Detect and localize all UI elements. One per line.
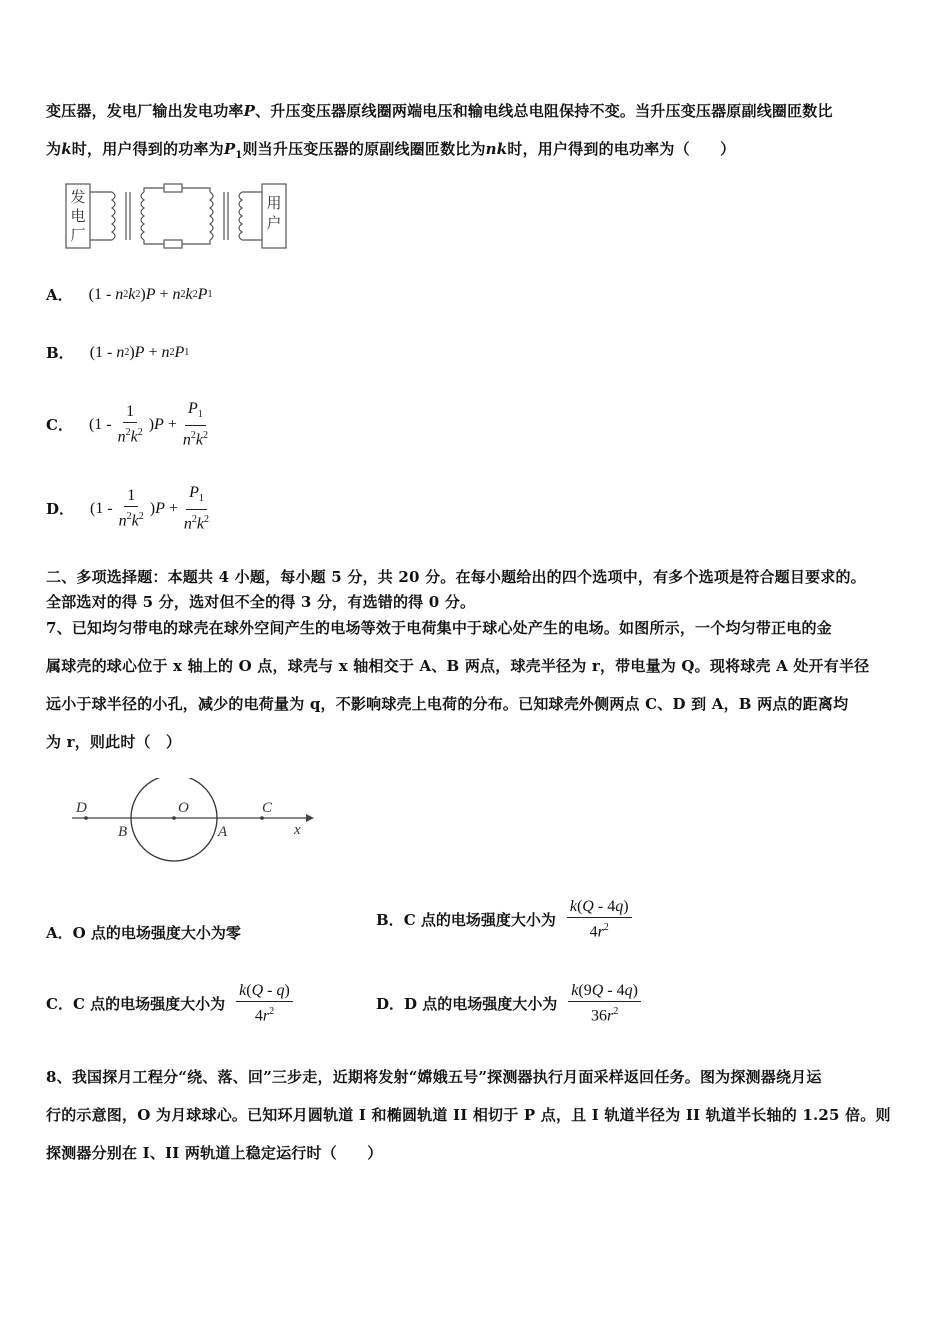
step-down-primary-coil (210, 192, 213, 240)
q8-line-2: 行的示意图，O 为月球球心。已知环月圆轨道 I 和椭圆轨道 II 相切于 P 点，且 I 轨道半径为 II 轨道半长轴的 1.25 倍。则 (46, 1106, 891, 1124)
q6-option-b-expression: (1 - n 2 ) P + n 2 P 1 (89, 343, 190, 361)
label-x: x (294, 822, 301, 838)
power-plant-label-2: 电 (70, 209, 86, 225)
q7-option-b-text: C 点的电场强度大小为 (403, 911, 556, 930)
line-resistor-top (164, 184, 182, 192)
q6-option-a-expression: (1 - n 2 k 2 ) P + n 2 k 2 P 1 (88, 285, 213, 303)
q6-line-2: 为k时，用户得到的功率为$P_1$则当升压变压器的原副线圈匝数比为nk时，用户得到的电功率为（ ） (46, 140, 736, 161)
q6-option-a[interactable]: A． (1 - n 2 k 2 ) P + n 2 k 2 P 1 (46, 285, 213, 304)
q6-option-c-expression: (1 - $\frac{1}{n^2k^2}$ ) P + $\frac{P_1}{n^2k^2}$ (88, 400, 208, 449)
q7-option-d[interactable]: D． D 点的电场强度大小为 $\frac{k(9Q - 4q)}{36r^2}$ (376, 982, 644, 1025)
q7-option-a-text: O 点的电场强度大小为零 (72, 924, 241, 942)
line-resistor-bottom (164, 240, 182, 248)
label-c: C (262, 800, 273, 816)
step-down-secondary-coil (239, 192, 242, 240)
q7-option-d-text: D 点的电场强度大小为 (404, 995, 558, 1014)
q6-option-c[interactable]: C． (1 - $\frac{1}{n^2k^2}$ ) P + $\frac{P_1}{n^2k^2}$ (46, 400, 214, 450)
q7-option-c-expression: $\frac{k(Q - q)}{4r^2}$ (233, 982, 296, 1025)
power-plant-label-3: 厂 (70, 228, 86, 244)
step-up-primary-coil (112, 192, 115, 240)
label-b: B (118, 824, 128, 840)
q8-line-1: 8、我国探月工程分“绕、落、回”三步走，近期将发射“嫦娥五号”探测器执行月面采样返回任务。图为探测器绕月运 (46, 1068, 822, 1086)
q7-line-2: 属球壳的球心位于 x 轴上的 O 点，球壳与 x 轴相交于 A、B 两点，球壳半径为 r，带电量为 Q。现将球壳 A 处开有半径 (46, 657, 870, 675)
section-2-instructions (46, 565, 906, 615)
q6-option-d-expression: (1 - $\frac{1}{n^2k^2}$ ) P + $\frac{P_1}{n^2k^2}$ (90, 484, 210, 533)
power-plant-label-1: 发 (70, 190, 86, 206)
q7-option-b-expression: $\frac{k(Q - 4q)}{4r^2}$ (564, 898, 635, 941)
q7-stem (46, 609, 906, 761)
label-o: O (178, 800, 189, 816)
transmission-circuit-diagram (60, 178, 292, 254)
step-up-secondary-coil (141, 192, 144, 240)
section-2-line-2: 全部选对的得 5 分，选对但不全的得 3 分，有选错的得 0 分。 (46, 593, 476, 611)
q6-option-b[interactable]: B． (1 - n 2 ) P + n 2 P 1 (46, 343, 190, 362)
q7-option-a[interactable]: A． O 点的电场强度大小为零 (46, 924, 241, 942)
section-2-line-1: 二、多项选择题：本题共 4 小题，每小题 5 分，共 20 分。在每小题给出的四个选项中，有多个选项是符合题目要求的。 (46, 568, 866, 586)
user-label-1: 用 (266, 196, 282, 212)
q8-line-3: 探测器分别在 I、II 两轨道上稳定运行时（ ） (46, 1144, 383, 1162)
user-label-2: 户 (266, 216, 282, 232)
q7-line-3: 远小于球半径的小孔，减少的电荷量为 q，不影响球壳上电荷的分布。已知球壳外侧两点 C、D 到 A，B 两点的距离均 (46, 695, 849, 713)
q7-line-4: 为 r，则此时（ ） (46, 733, 182, 751)
q6-option-d[interactable]: D． (1 - $\frac{1}{n^2k^2}$ ) P + $\frac{P_1}{n^2k^2}$ (46, 484, 215, 534)
q7-option-d-expression: $\frac{k(9Q - 4q)}{36r^2}$ (565, 982, 644, 1025)
point-o (172, 816, 176, 820)
q7-option-c-text: C 点的电场强度大小为 (72, 995, 226, 1014)
label-d: D (76, 800, 87, 816)
q6-stem (46, 92, 906, 175)
q7-option-c[interactable]: C． C 点的电场强度大小为 $\frac{k(Q - q)}{4r^2}$ (46, 982, 296, 1025)
q8-stem (46, 1058, 906, 1172)
q7-option-b[interactable]: B． C 点的电场强度大小为 $\frac{k(Q - 4q)}{4r^2}$ (376, 898, 635, 941)
x-axis-arrow (306, 814, 314, 822)
point-c (260, 816, 264, 820)
charged-sphere-diagram (66, 778, 316, 866)
label-a: A (218, 824, 228, 840)
q7-line-1: 7、已知均匀带电的球壳在球外空间产生的电场等效于电荷集中于球心处产生的电场。如图所示，一个均匀带正电的金 (46, 619, 832, 637)
q6-line-1: 变压器，发电厂输出发电功率P、升压变压器原线圈两端电压和输电线总电阻保持不变。当升压变压器原副线圈匝数比 (46, 102, 833, 120)
point-d (84, 816, 88, 820)
